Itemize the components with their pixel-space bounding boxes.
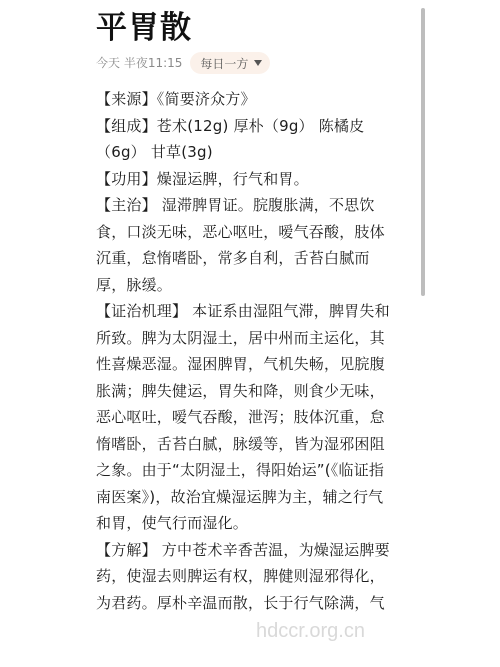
body-line: 沉重，怠惰嗜卧，常多自利，舌苔白腻而 — [96, 249, 370, 267]
body-line: 为君药。厚朴辛温而散，长于行气除满，气 — [96, 593, 385, 612]
body-line: 胀满；脾失健运，胃失和降，则食少无味， — [96, 381, 385, 400]
body-line: 药，使湿去则脾运有权，脾健则湿邪得化， — [96, 567, 385, 585]
article-body — [96, 86, 408, 616]
body-line: 【来源】《简要济众方》 — [96, 90, 256, 108]
body-line: 南医案》)，故治宜燥湿运脾为主，辅之行气 — [96, 487, 384, 506]
body-line: 食，口淡无味，恶心呕吐，嗳气吞酸，肢体 — [96, 222, 385, 241]
body-line: 【组成】苍术(12g) 厚朴（9g） 陈橘皮 — [96, 116, 365, 135]
body-line: 【证治机理】 本证系由湿阻气滞，脾胃失和 — [96, 302, 390, 320]
article-meta — [96, 52, 270, 74]
page-title: 平胃散 — [96, 10, 192, 46]
watermark: hdccr.org.cn — [256, 620, 365, 642]
body-line: 【主治】 湿滞脾胃证。脘腹胀满，不思饮 — [96, 196, 375, 214]
triangle-down-icon — [254, 60, 262, 66]
body-line: 厚，脉缓。 — [96, 275, 173, 294]
body-line: 和胃，使气行而湿化。 — [96, 514, 249, 532]
body-line: 【功用】燥湿运脾，行气和胃。 — [96, 169, 309, 188]
collection-tag-button[interactable] — [190, 52, 270, 74]
vertical-scrollbar[interactable] — [421, 8, 425, 296]
body-line: 之象。由于“太阴湿土，得阳始运”(《临证指 — [96, 461, 385, 479]
body-line: 所致。脾为太阴湿土，居中州而主运化，其 — [96, 328, 385, 347]
body-line: 性喜燥恶湿。湿困脾胃，气机失畅，见脘腹 — [96, 355, 385, 373]
body-line: 恶心呕吐，嗳气吞酸，泄泻；肢体沉重，怠 — [96, 408, 385, 426]
timestamp: 今天 半夜11:15 — [96, 56, 183, 70]
body-line: 惰嗜卧，舌苔白腻，脉缓等，皆为湿邪困阻 — [96, 434, 385, 453]
body-line: 【方解】 方中苍术辛香苦温，为燥湿运脾要 — [96, 540, 390, 559]
collection-tag-label: 每日一方 — [200, 56, 249, 71]
body-line: （6g） 甘草(3g) — [96, 143, 213, 161]
